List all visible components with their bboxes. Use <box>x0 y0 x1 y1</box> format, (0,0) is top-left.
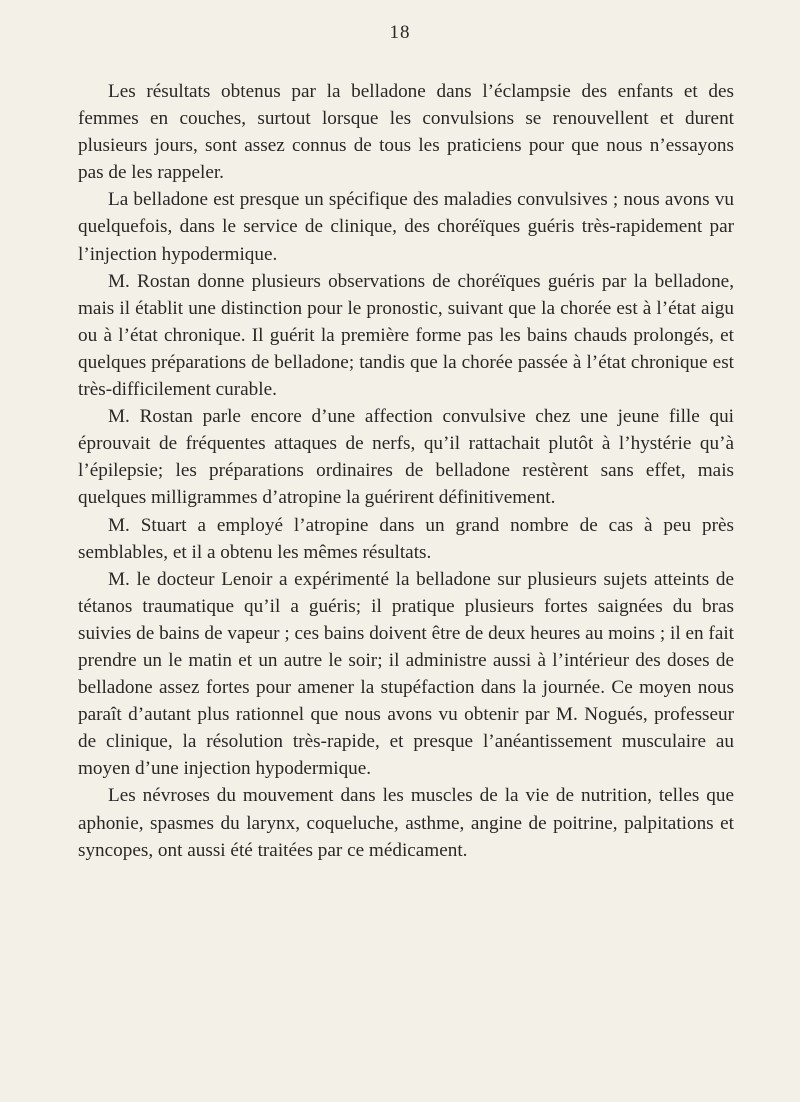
paragraph-rostan-choree: M. Rostan donne plusieurs observations de choréïques guéris par la belladone, mais il établit une distinction pour le pronostic, suivant que la chorée est à l’état aigu ou à l’état chronique. Il guérit la première forme pas les bains chauds prolongés, et quelques préparations de belladone; tandis que la chorée passée à l’état chronique est très-difficilement curable. <box>78 270 734 401</box>
paragraph-rostan-jeune-fille: M. Rostan parle encore d’une affection convulsive chez une jeune fille qui éprouvait de fréquentes attaques de nerfs, qu’il rattachait plutôt à l’hystérie qu’à l’épilepsie; les préparations ordinaires de belladone restèrent sans effet, mais quelques milligrammes d’atropine la guérirent définitivement. <box>78 406 734 509</box>
paragraph-specifique: La belladone est presque un spécifique des maladies convulsives ; nous avons vu quelquefois, dans le service de clinique, des choréïques guéris très-rapidement par l’injection hypodermique. <box>78 189 734 265</box>
body-text <box>78 78 734 864</box>
page-number: 18 <box>389 22 411 43</box>
paragraph-nevroses: Les névroses du mouvement dans les muscles de la vie de nutrition, telles que aphonie, spasmes du larynx, coqueluche, asthme, angine de poitrine, palpitations et syncopes, ont aussi été traitées par ce médicament. <box>78 785 734 861</box>
paragraph-lenoir: M. le docteur Lenoir a expérimenté la belladone sur plusieurs sujets atteints de tétanos traumatique qu’il a guéris; il pratique plusieurs fortes saignées du bras suivies de bains de vapeur ; ces bains doivent être de deux heures au moins ; il en fait prendre un le matin et un autre le soir; il administre aussi à l’intérieur des doses de belladone assez fortes pour amener la stupéfaction dans la journée. Ce moyen nous paraît d’autant plus rationnel que nous avons vu obtenir par M. Nogués, professeur de clinique, la résolution très-rapide, et presque l’anéantissement musculaire au moyen d’une injection hypodermique. <box>78 568 734 780</box>
paragraph-stuart: M. Stuart a employé l’atropine dans un grand nombre de cas à peu près semblables, et il a obtenu les mêmes résultats. <box>78 514 734 563</box>
paragraph-eclampsie: Les résultats obtenus par la belladone dans l’éclampsie des enfants et des femmes en couches, surtout lorsque les convulsions se renouvellent et durent plusieurs jours, sont assez connus de tous les praticiens pour que nous n’essayons pas de les rappeler. <box>78 81 734 184</box>
